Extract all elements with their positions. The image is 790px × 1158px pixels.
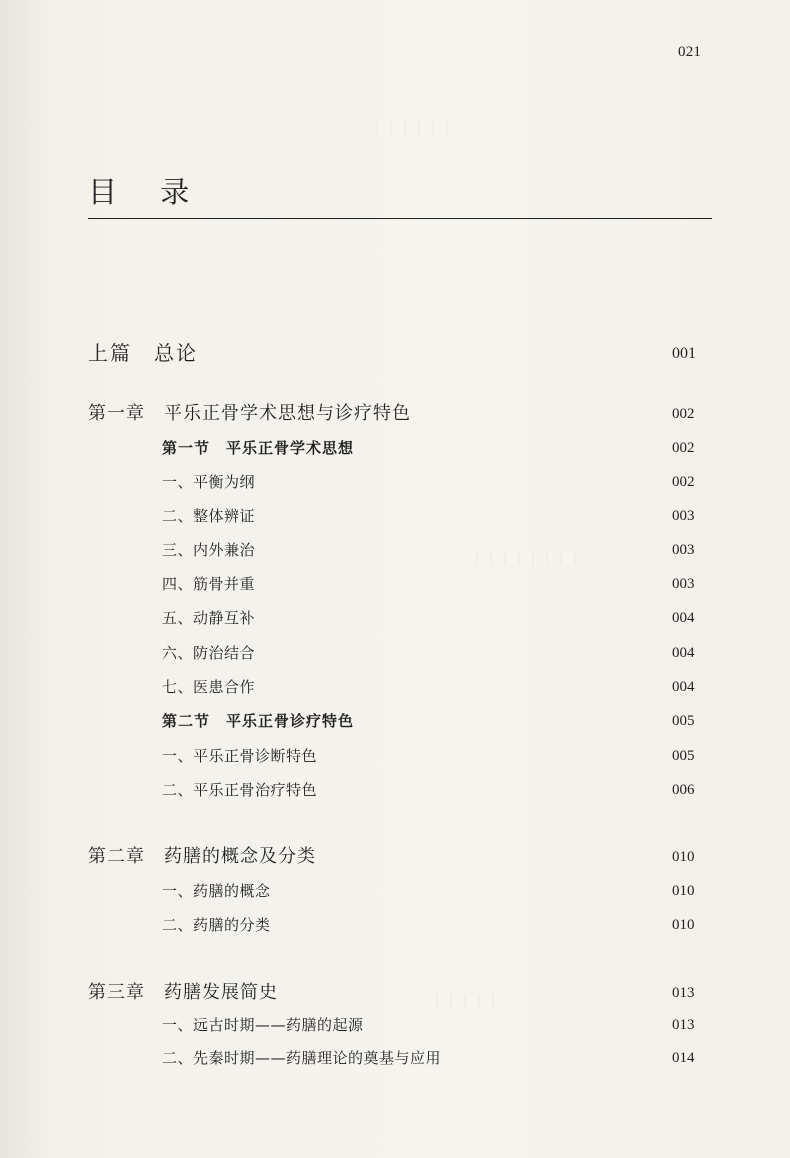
toc-entry-title: 第一节 平乐正骨学术思想: [162, 439, 355, 457]
toc-entry-title: 一、平乐正骨诊断特色: [162, 747, 318, 765]
toc-entry-page: 003: [672, 508, 695, 524]
toc-entry-section: [0, 434, 790, 462]
toc-entry-item: [0, 604, 790, 632]
toc-entry-chapter: [0, 979, 790, 1007]
toc-entry-item: [0, 673, 790, 701]
toc-entry-title: 二、药膳的分类: [162, 916, 271, 934]
toc-entry-page: 002: [672, 406, 695, 422]
toc-title: 目 录: [88, 175, 207, 209]
toc-entry-chapter: [0, 400, 790, 428]
bleed-through-shadow: ｜｜｜｜｜: [430, 995, 500, 1011]
toc-entry-page: 005: [672, 748, 695, 764]
toc-entry-item: [0, 877, 790, 905]
toc-entry-page: 004: [672, 645, 695, 661]
toc-entry-title: 二、先秦时期——药膳理论的奠基与应用: [162, 1049, 442, 1067]
toc-entry-title: 第一章 平乐正骨学术思想与诊疗特色: [88, 403, 411, 424]
page-number: 021: [678, 44, 702, 60]
toc-entry-chapter: [0, 843, 790, 871]
toc-entry-title: 七、医患合作: [162, 678, 256, 696]
toc-entry-item: [0, 468, 790, 496]
toc-entry-page: 006: [672, 782, 695, 798]
toc-entry-page: 005: [672, 713, 695, 729]
toc-entry-page: 001: [672, 345, 696, 362]
toc-entry-part: [0, 339, 790, 367]
toc-entry-title: 第二章 药膳的概念及分类: [88, 846, 316, 867]
toc-entry-page: 002: [672, 474, 695, 490]
toc-entry-item: [0, 570, 790, 598]
toc-entry-page: 014: [672, 1050, 695, 1066]
toc-entry-title: 四、筋骨并重: [162, 575, 256, 593]
toc-entry-item: [0, 742, 790, 770]
toc-entry-page: 002: [672, 440, 695, 456]
toc-entry-title: 六、防治结合: [162, 644, 256, 662]
toc-entry-item: [0, 502, 790, 530]
toc-entry-item: [0, 1044, 790, 1072]
toc-entry-page: 010: [672, 849, 695, 865]
toc-entry-title: 一、平衡为纲: [162, 473, 256, 491]
toc-entry-title: 三、内外兼治: [162, 541, 256, 559]
toc-entry-title: 二、平乐正骨治疗特色: [162, 781, 318, 799]
toc-entry-title: 五、动静互补: [162, 609, 256, 627]
bleed-through-shadow: ｜｜｜｜｜｜: [370, 121, 454, 137]
toc-entry-page: 004: [672, 610, 695, 626]
toc-entry-page: 013: [672, 985, 695, 1001]
toc-entry-item: [0, 911, 790, 939]
toc-entry-title: 第二节 平乐正骨诊疗特色: [162, 712, 355, 730]
toc-entry-item: [0, 1011, 790, 1039]
toc-entry-title: 第三章 药膳发展简史: [88, 982, 278, 1003]
toc-entry-item: [0, 776, 790, 804]
toc-entry-title: 二、整体辨证: [162, 507, 256, 525]
toc-entry-title: 上篇 总论: [88, 341, 198, 365]
toc-entry-page: 010: [672, 917, 695, 933]
toc-entry-page: 013: [672, 1017, 695, 1033]
toc-entry-item: [0, 536, 790, 564]
toc-entry-page: 003: [672, 576, 695, 592]
toc-entry-title: 一、药膳的概念: [162, 882, 271, 900]
toc-entry-page: 003: [672, 542, 695, 558]
toc-entry-title: 一、远古时期——药膳的起源: [162, 1016, 364, 1034]
toc-entry-page: 004: [672, 679, 695, 695]
toc-entry-section: [0, 707, 790, 735]
toc-entry-page: 010: [672, 883, 695, 899]
bleed-through-shadow: ｜｜｜｜｜｜｜｜: [470, 551, 582, 567]
toc-entry-item: [0, 639, 790, 667]
